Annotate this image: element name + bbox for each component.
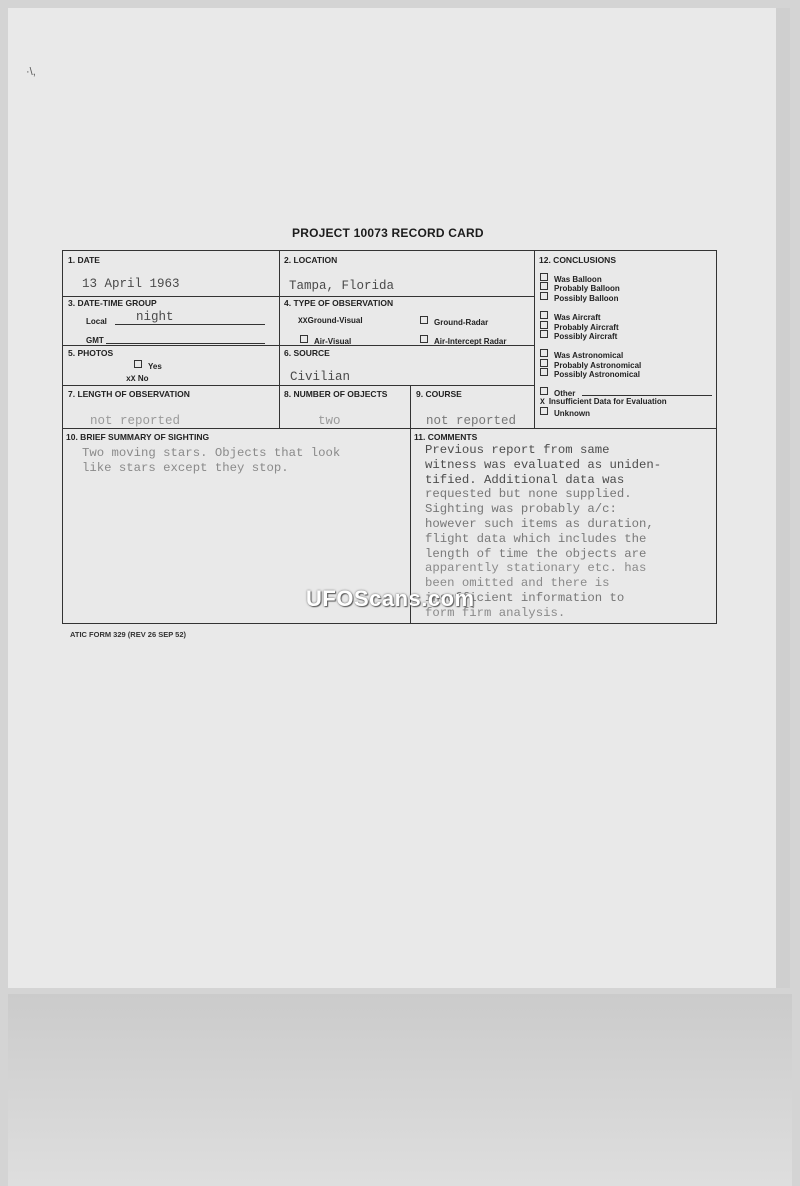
length-value: not reported bbox=[90, 414, 181, 428]
comments-label: 11. COMMENTS bbox=[414, 432, 478, 442]
local-value: night bbox=[136, 310, 174, 324]
number-value: two bbox=[318, 414, 341, 428]
photos-yes: Yes bbox=[134, 360, 162, 371]
conclusion-other: Other bbox=[540, 387, 575, 398]
location-label: 2. LOCATION bbox=[284, 255, 338, 265]
comments-text: Previous report from same witness was evaluated as uniden- tified. Additional data was requested but none supplied. Sighting was probably a/c: however such items as duration, flight data which includes the length of time the objects are apparently stationary etc. has been omitted and there is insufficient information to form firm analysis. bbox=[425, 443, 662, 620]
conclusions-label: 12. CONCLUSIONS bbox=[539, 255, 616, 265]
conclusion-was-balloon: Was Balloon bbox=[540, 273, 602, 284]
type-air-intercept-radar: Air-Intercept Radar bbox=[420, 335, 506, 346]
conclusion-probably-aircraft: Probably Aircraft bbox=[540, 321, 619, 332]
conclusion-was-aircraft: Was Aircraft bbox=[540, 311, 601, 322]
date-value: 13 April 1963 bbox=[82, 277, 180, 291]
summary-text: Two moving stars. Objects that look like stars except they stop. bbox=[82, 446, 341, 475]
date-label: 1. DATE bbox=[68, 255, 100, 265]
dtg-label: 3. DATE-TIME GROUP bbox=[68, 298, 157, 308]
conclusion-was-astronomical: Was Astronomical bbox=[540, 349, 623, 360]
number-label: 8. NUMBER OF OBJECTS bbox=[284, 389, 388, 399]
card-title: PROJECT 10073 RECORD CARD bbox=[292, 226, 484, 240]
conclusion-probably-astronomical: Probably Astronomical bbox=[540, 359, 641, 370]
conclusion-unknown: Unknown bbox=[540, 407, 590, 418]
conclusion-possibly-astronomical: Possibly Astronomical bbox=[540, 368, 640, 379]
gmt-label: GMT bbox=[86, 336, 104, 345]
type-ground-radar: Ground-Radar bbox=[420, 316, 488, 327]
course-label: 9. COURSE bbox=[416, 389, 462, 399]
form-footer: ATIC FORM 329 (REV 26 SEP 52) bbox=[70, 630, 187, 639]
type-label: 4. TYPE OF OBSERVATION bbox=[284, 298, 394, 308]
type-air-visual: Air-Visual bbox=[300, 335, 351, 346]
length-label: 7. LENGTH OF OBSERVATION bbox=[68, 389, 190, 399]
conclusion-possibly-aircraft: Possibly Aircraft bbox=[540, 330, 617, 341]
summary-label: 10. BRIEF SUMMARY OF SIGHTING bbox=[66, 432, 210, 442]
scan-background bbox=[8, 994, 792, 1186]
conclusion-probably-balloon: Probably Balloon bbox=[540, 282, 620, 293]
source-value: Civilian bbox=[290, 370, 351, 384]
local-label: Local bbox=[86, 317, 107, 326]
photos-no: xX No bbox=[126, 374, 149, 384]
watermark: UFOScans.com bbox=[306, 586, 475, 611]
type-ground-visual: XXGround-Visual bbox=[298, 316, 363, 326]
conclusion-possibly-balloon: Possibly Balloon bbox=[540, 292, 618, 303]
conclusion-insufficient-data: X Insufficient Data for Evaluation bbox=[540, 397, 667, 407]
photos-label: 5. PHOTOS bbox=[68, 348, 114, 358]
location-value: Tampa, Florida bbox=[289, 279, 395, 293]
course-value: not reported bbox=[426, 414, 517, 428]
stray-mark: ·\, bbox=[26, 66, 36, 78]
source-label: 6. SOURCE bbox=[284, 348, 330, 358]
